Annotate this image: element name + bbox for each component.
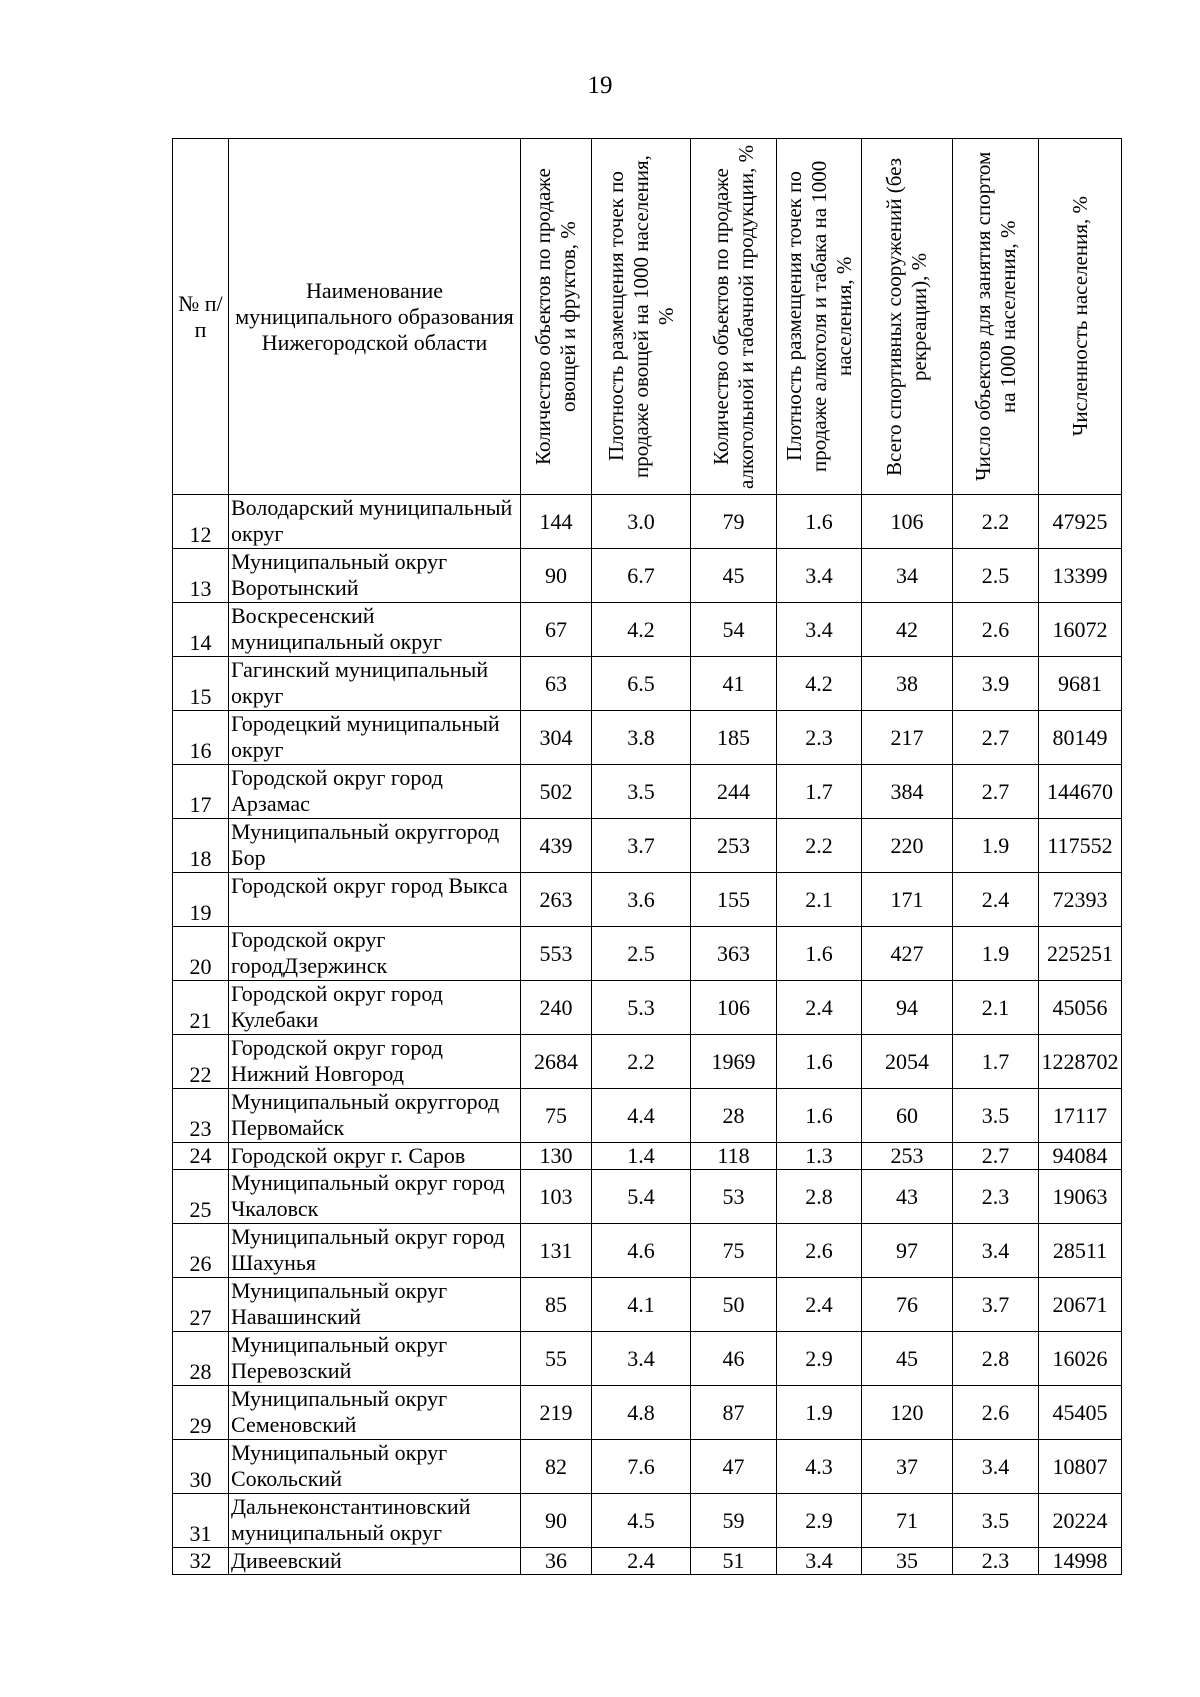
veg-fruit-outlets-cell: 240 [521, 981, 592, 1035]
header-sport-density-label: Число объектов для занятия спортом на 1000 населения, % [970, 151, 1020, 482]
alcohol-density-cell: 2.4 [777, 1278, 862, 1332]
alcohol-outlets-cell: 118 [691, 1143, 777, 1170]
row-number-cell: 32 [173, 1548, 229, 1575]
veg-density-cell: 4.4 [592, 1089, 691, 1143]
sport-density-cell: 3.5 [953, 1494, 1039, 1548]
table-row [173, 1170, 1122, 1224]
veg-density-cell: 4.5 [592, 1494, 691, 1548]
veg-fruit-outlets-cell: 90 [521, 549, 592, 603]
population-cell: 16072 [1039, 603, 1122, 657]
alcohol-density-cell: 1.9 [777, 1386, 862, 1440]
header-veg-density [592, 139, 691, 495]
table-row [173, 927, 1122, 981]
sport-facilities-cell: 45 [862, 1332, 953, 1386]
municipality-name-cell: Дальнеконстантиновский муниципальный округ [229, 1494, 521, 1548]
population-cell: 225251 [1039, 927, 1122, 981]
population-cell: 16026 [1039, 1332, 1122, 1386]
sport-facilities-cell: 35 [862, 1548, 953, 1575]
sport-facilities-cell: 60 [862, 1089, 953, 1143]
alcohol-outlets-cell: 51 [691, 1548, 777, 1575]
row-number-cell: 28 [173, 1332, 229, 1386]
municipal-stats-table [172, 138, 1122, 1575]
row-number-cell: 15 [173, 657, 229, 711]
population-cell: 47925 [1039, 495, 1122, 549]
row-number-cell: 31 [173, 1494, 229, 1548]
alcohol-outlets-cell: 253 [691, 819, 777, 873]
veg-fruit-outlets-cell: 502 [521, 765, 592, 819]
veg-fruit-outlets-cell: 144 [521, 495, 592, 549]
veg-fruit-outlets-cell: 131 [521, 1224, 592, 1278]
municipality-name-cell: Городской округ город Нижний Новгород [229, 1035, 521, 1089]
table-row [173, 1332, 1122, 1386]
sport-density-cell: 2.3 [953, 1170, 1039, 1224]
municipality-name-cell: Муниципальный округгород Бор [229, 819, 521, 873]
sport-facilities-cell: 384 [862, 765, 953, 819]
sport-facilities-cell: 34 [862, 549, 953, 603]
sport-density-cell: 2.6 [953, 603, 1039, 657]
sport-density-cell: 2.6 [953, 1386, 1039, 1440]
table-row [173, 657, 1122, 711]
alcohol-outlets-cell: 53 [691, 1170, 777, 1224]
sport-density-cell: 1.9 [953, 927, 1039, 981]
table-row [173, 765, 1122, 819]
sport-facilities-cell: 217 [862, 711, 953, 765]
veg-density-cell: 4.8 [592, 1386, 691, 1440]
header-alcohol-outlets [691, 139, 777, 495]
municipality-name-cell: Муниципальный округ Перевозский [229, 1332, 521, 1386]
header-veg-fruit-outlets [521, 139, 592, 495]
veg-density-cell: 1.4 [592, 1143, 691, 1170]
sport-density-cell: 3.5 [953, 1089, 1039, 1143]
veg-density-cell: 7.6 [592, 1440, 691, 1494]
alcohol-density-cell: 2.8 [777, 1170, 862, 1224]
veg-density-cell: 2.2 [592, 1035, 691, 1089]
header-sport-density [953, 139, 1039, 495]
sport-density-cell: 3.4 [953, 1224, 1039, 1278]
population-cell: 9681 [1039, 657, 1122, 711]
veg-fruit-outlets-cell: 36 [521, 1548, 592, 1575]
row-number-cell: 22 [173, 1035, 229, 1089]
population-cell: 28511 [1039, 1224, 1122, 1278]
alcohol-density-cell: 1.7 [777, 765, 862, 819]
sport-density-cell: 2.3 [953, 1548, 1039, 1575]
row-number-cell: 12 [173, 495, 229, 549]
row-number-cell: 29 [173, 1386, 229, 1440]
alcohol-outlets-cell: 106 [691, 981, 777, 1035]
sport-density-cell: 2.7 [953, 711, 1039, 765]
sport-facilities-cell: 220 [862, 819, 953, 873]
veg-fruit-outlets-cell: 75 [521, 1089, 592, 1143]
veg-density-cell: 3.0 [592, 495, 691, 549]
sport-density-cell: 1.7 [953, 1035, 1039, 1089]
sport-density-cell: 2.7 [953, 765, 1039, 819]
alcohol-density-cell: 1.6 [777, 1089, 862, 1143]
header-veg-fruit-outlets-label: Количество объектов по продаже овощей и фруктов, % [531, 168, 580, 465]
veg-density-cell: 3.6 [592, 873, 691, 927]
table-row [173, 1440, 1122, 1494]
municipality-name-cell: Городской округ город Арзамас [229, 765, 521, 819]
veg-density-cell: 3.5 [592, 765, 691, 819]
alcohol-density-cell: 2.6 [777, 1224, 862, 1278]
alcohol-outlets-cell: 47 [691, 1440, 777, 1494]
header-veg-density-label: Плотность размещения точек по продаже овощей на 1000 населения, % [603, 155, 678, 478]
population-cell: 45405 [1039, 1386, 1122, 1440]
alcohol-outlets-cell: 244 [691, 765, 777, 819]
row-number-cell: 16 [173, 711, 229, 765]
alcohol-outlets-cell: 46 [691, 1332, 777, 1386]
population-cell: 45056 [1039, 981, 1122, 1035]
table-row [173, 819, 1122, 873]
table-row [173, 603, 1122, 657]
row-number-cell: 19 [173, 873, 229, 927]
table-row [173, 1278, 1122, 1332]
sport-facilities-cell: 427 [862, 927, 953, 981]
row-number-cell: 30 [173, 1440, 229, 1494]
alcohol-outlets-cell: 54 [691, 603, 777, 657]
municipality-name-cell: Муниципальный округ Воротынский [229, 549, 521, 603]
municipality-name-cell: Городской округ городДзержинск [229, 927, 521, 981]
sport-facilities-cell: 71 [862, 1494, 953, 1548]
alcohol-density-cell: 2.9 [777, 1332, 862, 1386]
municipality-name-cell: Муниципальный округ Навашинский [229, 1278, 521, 1332]
alcohol-density-cell: 3.4 [777, 549, 862, 603]
alcohol-density-cell: 2.1 [777, 873, 862, 927]
table-row [173, 1494, 1122, 1548]
municipality-name-cell: Городской округ город Кулебаки [229, 981, 521, 1035]
alcohol-density-cell: 4.3 [777, 1440, 862, 1494]
veg-fruit-outlets-cell: 67 [521, 603, 592, 657]
sport-density-cell: 2.2 [953, 495, 1039, 549]
row-number-cell: 25 [173, 1170, 229, 1224]
veg-density-cell: 6.7 [592, 549, 691, 603]
alcohol-outlets-cell: 363 [691, 927, 777, 981]
population-cell: 17117 [1039, 1089, 1122, 1143]
veg-density-cell: 3.4 [592, 1332, 691, 1386]
veg-density-cell: 4.6 [592, 1224, 691, 1278]
veg-fruit-outlets-cell: 439 [521, 819, 592, 873]
population-cell: 19063 [1039, 1170, 1122, 1224]
veg-density-cell: 2.4 [592, 1548, 691, 1575]
row-number-cell: 20 [173, 927, 229, 981]
sport-facilities-cell: 42 [862, 603, 953, 657]
header-alcohol-outlets-label: Количество объектов по продаже алкогольной и табачной продукции, % [708, 144, 758, 489]
veg-fruit-outlets-cell: 263 [521, 873, 592, 927]
veg-density-cell: 3.8 [592, 711, 691, 765]
header-sport-facilities-label: Всего спортивных сооружений (без рекреации), % [882, 157, 931, 476]
alcohol-density-cell: 1.6 [777, 1035, 862, 1089]
table-row [173, 1035, 1122, 1089]
alcohol-outlets-cell: 185 [691, 711, 777, 765]
row-number-cell: 26 [173, 1224, 229, 1278]
table-row [173, 1224, 1122, 1278]
municipality-name-cell: Муниципальный округгород Первомайск [229, 1089, 521, 1143]
veg-density-cell: 5.4 [592, 1170, 691, 1224]
table-row [173, 981, 1122, 1035]
header-population [1039, 139, 1122, 495]
sport-facilities-cell: 43 [862, 1170, 953, 1224]
population-cell: 20671 [1039, 1278, 1122, 1332]
page-number: 19 [587, 72, 613, 99]
sport-density-cell: 2.8 [953, 1332, 1039, 1386]
veg-density-cell: 2.5 [592, 927, 691, 981]
header-municipality-name: Наименование муниципального образования Нижегородской области [229, 139, 521, 495]
header-alcohol-density-label: Плотность размещения точек по продаже алкоголя и табака на 1000 населения, % [781, 160, 856, 473]
veg-fruit-outlets-cell: 2684 [521, 1035, 592, 1089]
veg-fruit-outlets-cell: 103 [521, 1170, 592, 1224]
sport-facilities-cell: 2054 [862, 1035, 953, 1089]
municipality-name-cell: Гагинский муниципальный округ [229, 657, 521, 711]
population-cell: 72393 [1039, 873, 1122, 927]
sport-facilities-cell: 76 [862, 1278, 953, 1332]
header-sport-facilities [862, 139, 953, 495]
alcohol-outlets-cell: 79 [691, 495, 777, 549]
alcohol-density-cell: 3.4 [777, 603, 862, 657]
municipality-name-cell: Муниципальный округ город Шахунья [229, 1224, 521, 1278]
municipality-name-cell: Муниципальный округ город Чкаловск [229, 1170, 521, 1224]
sport-density-cell: 1.9 [953, 819, 1039, 873]
table-row [173, 1143, 1122, 1170]
veg-density-cell: 6.5 [592, 657, 691, 711]
population-cell: 80149 [1039, 711, 1122, 765]
sport-density-cell: 3.4 [953, 1440, 1039, 1494]
veg-fruit-outlets-cell: 553 [521, 927, 592, 981]
population-cell: 14998 [1039, 1548, 1122, 1575]
sport-density-cell: 2.1 [953, 981, 1039, 1035]
sport-facilities-cell: 38 [862, 657, 953, 711]
alcohol-outlets-cell: 45 [691, 549, 777, 603]
row-number-cell: 21 [173, 981, 229, 1035]
row-number-cell: 18 [173, 819, 229, 873]
sport-facilities-cell: 37 [862, 1440, 953, 1494]
municipality-name-cell: Муниципальный округ Семеновский [229, 1386, 521, 1440]
sport-facilities-cell: 97 [862, 1224, 953, 1278]
table-row [173, 711, 1122, 765]
alcohol-density-cell: 1.3 [777, 1143, 862, 1170]
sport-facilities-cell: 171 [862, 873, 953, 927]
municipality-name-cell: Дивеевский [229, 1548, 521, 1575]
alcohol-outlets-cell: 50 [691, 1278, 777, 1332]
municipality-name-cell: Муниципальный округ Сокольский [229, 1440, 521, 1494]
alcohol-density-cell: 4.2 [777, 657, 862, 711]
municipality-name-cell: Городской округ город Выкса [229, 873, 521, 927]
table-row [173, 873, 1122, 927]
veg-fruit-outlets-cell: 82 [521, 1440, 592, 1494]
municipality-name-cell: Воскресенский муниципальный округ [229, 603, 521, 657]
population-cell: 144670 [1039, 765, 1122, 819]
sport-density-cell: 2.7 [953, 1143, 1039, 1170]
veg-fruit-outlets-cell: 90 [521, 1494, 592, 1548]
alcohol-outlets-cell: 28 [691, 1089, 777, 1143]
municipality-name-cell: Городецкий муниципальный округ [229, 711, 521, 765]
alcohol-density-cell: 2.2 [777, 819, 862, 873]
veg-density-cell: 5.3 [592, 981, 691, 1035]
header-population-label: Численность населения, % [1067, 196, 1092, 437]
header-alcohol-density [777, 139, 862, 495]
alcohol-density-cell: 2.9 [777, 1494, 862, 1548]
veg-fruit-outlets-cell: 130 [521, 1143, 592, 1170]
table-row [173, 495, 1122, 549]
sport-density-cell: 2.4 [953, 873, 1039, 927]
header-number: № п/п [173, 139, 229, 495]
row-number-cell: 13 [173, 549, 229, 603]
alcohol-outlets-cell: 41 [691, 657, 777, 711]
population-cell: 117552 [1039, 819, 1122, 873]
population-cell: 13399 [1039, 549, 1122, 603]
veg-fruit-outlets-cell: 219 [521, 1386, 592, 1440]
sport-density-cell: 3.7 [953, 1278, 1039, 1332]
sport-density-cell: 2.5 [953, 549, 1039, 603]
table-row [173, 549, 1122, 603]
population-cell: 10807 [1039, 1440, 1122, 1494]
population-cell: 94084 [1039, 1143, 1122, 1170]
table-body [173, 495, 1122, 1575]
sport-facilities-cell: 253 [862, 1143, 953, 1170]
municipality-name-cell: Городской округ г. Саров [229, 1143, 521, 1170]
sport-facilities-cell: 120 [862, 1386, 953, 1440]
veg-density-cell: 4.2 [592, 603, 691, 657]
alcohol-density-cell: 2.3 [777, 711, 862, 765]
veg-fruit-outlets-cell: 55 [521, 1332, 592, 1386]
row-number-cell: 24 [173, 1143, 229, 1170]
veg-fruit-outlets-cell: 304 [521, 711, 592, 765]
row-number-cell: 27 [173, 1278, 229, 1332]
population-cell: 1228702 [1039, 1035, 1122, 1089]
alcohol-outlets-cell: 155 [691, 873, 777, 927]
row-number-cell: 23 [173, 1089, 229, 1143]
sport-facilities-cell: 94 [862, 981, 953, 1035]
veg-density-cell: 3.7 [592, 819, 691, 873]
population-cell: 20224 [1039, 1494, 1122, 1548]
row-number-cell: 14 [173, 603, 229, 657]
sport-density-cell: 3.9 [953, 657, 1039, 711]
sport-facilities-cell: 106 [862, 495, 953, 549]
table-row [173, 1089, 1122, 1143]
row-number-cell: 17 [173, 765, 229, 819]
alcohol-density-cell: 1.6 [777, 495, 862, 549]
veg-fruit-outlets-cell: 85 [521, 1278, 592, 1332]
veg-density-cell: 4.1 [592, 1278, 691, 1332]
table-header-row [173, 139, 1122, 495]
alcohol-outlets-cell: 1969 [691, 1035, 777, 1089]
table-row [173, 1548, 1122, 1575]
alcohol-density-cell: 2.4 [777, 981, 862, 1035]
alcohol-density-cell: 1.6 [777, 927, 862, 981]
alcohol-outlets-cell: 75 [691, 1224, 777, 1278]
alcohol-outlets-cell: 87 [691, 1386, 777, 1440]
table-row [173, 1386, 1122, 1440]
alcohol-outlets-cell: 59 [691, 1494, 777, 1548]
alcohol-density-cell: 3.4 [777, 1548, 862, 1575]
veg-fruit-outlets-cell: 63 [521, 657, 592, 711]
municipality-name-cell: Володарский муниципальный округ [229, 495, 521, 549]
